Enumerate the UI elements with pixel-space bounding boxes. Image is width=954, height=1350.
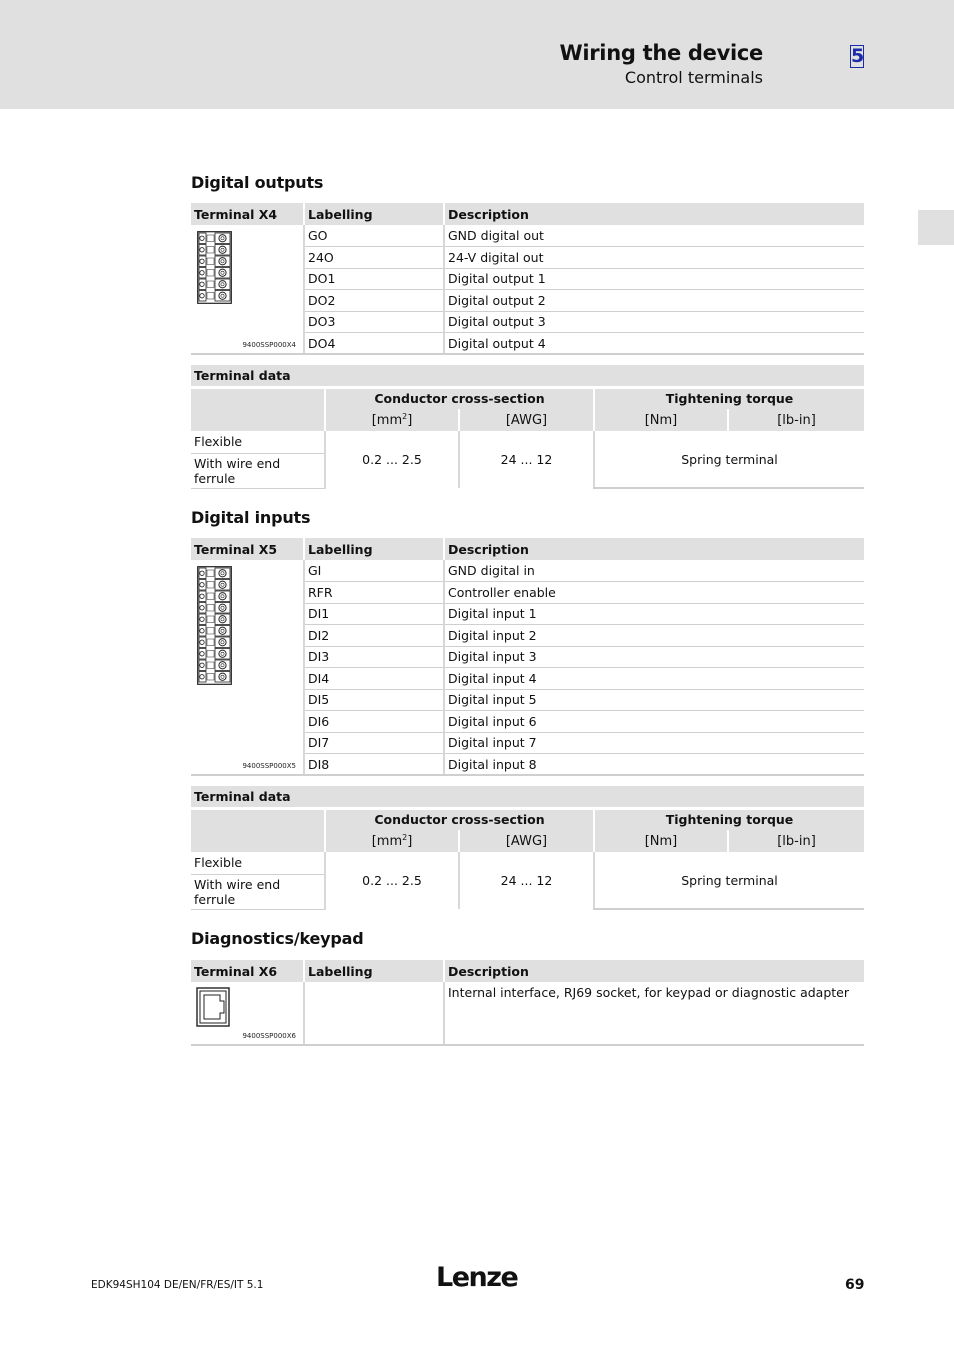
image-code: 9400SSP000X6: [242, 1032, 296, 1040]
terminal-data-inputs: [191, 786, 864, 910]
labelling-cell: RFR: [304, 582, 444, 604]
unit-awg: [AWG]: [459, 409, 594, 431]
table-digital-inputs: [191, 538, 864, 776]
col-labelling: Labelling: [304, 960, 444, 982]
description-cell: Digital output 4: [444, 333, 864, 355]
labelling-cell: DI8: [304, 754, 444, 776]
description-cell: Digital output 1: [444, 268, 864, 290]
table-diagnostics-keypad: [191, 960, 864, 1046]
torque-header: Tightening torque: [594, 387, 864, 409]
table-digital-outputs: [191, 203, 864, 355]
labelling-cell: DI2: [304, 625, 444, 647]
labelling-cell: 24O: [304, 247, 444, 269]
description-cell: Digital input 6: [444, 711, 864, 733]
labelling-cell: DO3: [304, 311, 444, 333]
col-description: Description: [444, 203, 864, 225]
rj-socket-icon: [196, 987, 232, 1029]
labelling-cell: DI1: [304, 603, 444, 625]
description-cell: Digital output 2: [444, 290, 864, 312]
labelling-cell: GO: [304, 225, 444, 247]
description-cell: Digital input 2: [444, 625, 864, 647]
labelling-cell: DI3: [304, 646, 444, 668]
description-cell: 24-V digital out: [444, 247, 864, 269]
image-code: 9400SSP000X4: [242, 341, 296, 349]
terminal-data-title: Terminal data: [191, 786, 864, 808]
labelling-cell: DO4: [304, 333, 444, 355]
labelling-cell: GI: [304, 560, 444, 582]
col-terminal: Terminal X5: [191, 538, 304, 560]
col-description: Description: [444, 538, 864, 560]
description-cell: Digital input 5: [444, 689, 864, 711]
description-cell: Digital input 8: [444, 754, 864, 776]
unit-mm2: $[mm^2]$: [325, 830, 459, 852]
section-title-digital-outputs: Digital outputs: [191, 173, 324, 192]
lenze-logo: Lenze: [436, 1262, 518, 1293]
row-ferrule: With wire end ferrule: [191, 453, 325, 488]
labelling-cell: DO1: [304, 268, 444, 290]
torque-value: Spring terminal: [594, 431, 864, 488]
unit-lbin: [lb-in]: [728, 409, 864, 431]
torque-value: Spring terminal: [594, 852, 864, 909]
section-title-diagnostics-keypad: Diagnostics/keypad: [191, 929, 364, 948]
description-cell: GND digital in: [444, 560, 864, 582]
image-code: 9400SSP000X5: [242, 762, 296, 770]
page-number: 69: [845, 1277, 865, 1293]
unit-lbin: [lb-in]: [728, 830, 864, 852]
chapter-number: 5: [851, 45, 865, 67]
keypad-description: Internal interface, RJ69 socket, for keypad or diagnostic adapter: [444, 982, 864, 1045]
row-ferrule: With wire end ferrule: [191, 874, 325, 909]
chapter-title: Wiring the device: [559, 41, 763, 65]
terminal-image: [191, 560, 304, 775]
col-labelling: Labelling: [304, 538, 444, 560]
terminal-image: [191, 225, 304, 354]
awg-value: 24 ... 12: [459, 431, 594, 488]
row-flexible: Flexible: [191, 431, 325, 453]
unit-awg: [AWG]: [459, 830, 594, 852]
labelling-cell: DI5: [304, 689, 444, 711]
terminal-data-title: Terminal data: [191, 365, 864, 387]
description-cell: Digital input 7: [444, 732, 864, 754]
section-title-digital-inputs: Digital inputs: [191, 508, 311, 527]
description-cell: Digital output 3: [444, 311, 864, 333]
unit-mm2: $[mm^2]$: [325, 409, 459, 431]
row-flexible: Flexible: [191, 852, 325, 874]
unit-nm: [Nm]: [594, 409, 728, 431]
table-row: [191, 225, 864, 247]
col-terminal: Terminal X4: [191, 203, 304, 225]
labelling-cell: DO2: [304, 290, 444, 312]
labelling-cell: DI6: [304, 711, 444, 733]
conductor-header: Conductor cross-section: [325, 387, 594, 409]
chapter-subtitle: Control terminals: [624, 68, 763, 87]
awg-value: 24 ... 12: [459, 852, 594, 909]
document-code: EDK94SH104 DE/EN/FR/ES/IT 5.1: [91, 1279, 264, 1291]
labelling-cell: DI7: [304, 732, 444, 754]
description-cell: Digital input 3: [444, 646, 864, 668]
mm-value: 0.2 ... 2.5: [325, 852, 459, 909]
page-header: [0, 0, 954, 109]
description-cell: GND digital out: [444, 225, 864, 247]
description-cell: Controller enable: [444, 582, 864, 604]
mm-value: 0.2 ... 2.5: [325, 431, 459, 488]
labelling-cell: DI4: [304, 668, 444, 690]
col-terminal: Terminal X6: [191, 960, 304, 982]
col-labelling: Labelling: [304, 203, 444, 225]
conductor-header: Conductor cross-section: [325, 808, 594, 830]
terminal-x6-image: [191, 982, 304, 1045]
terminal-data-outputs: [191, 365, 864, 489]
terminal-connector-icon: [197, 231, 232, 304]
description-cell: Digital input 1: [444, 603, 864, 625]
table-row: [191, 560, 864, 582]
terminal-connector-icon: [197, 566, 232, 685]
col-description: Description: [444, 960, 864, 982]
side-tab-marker: [918, 210, 954, 245]
unit-nm: [Nm]: [594, 830, 728, 852]
description-cell: Digital input 4: [444, 668, 864, 690]
torque-header: Tightening torque: [594, 808, 864, 830]
